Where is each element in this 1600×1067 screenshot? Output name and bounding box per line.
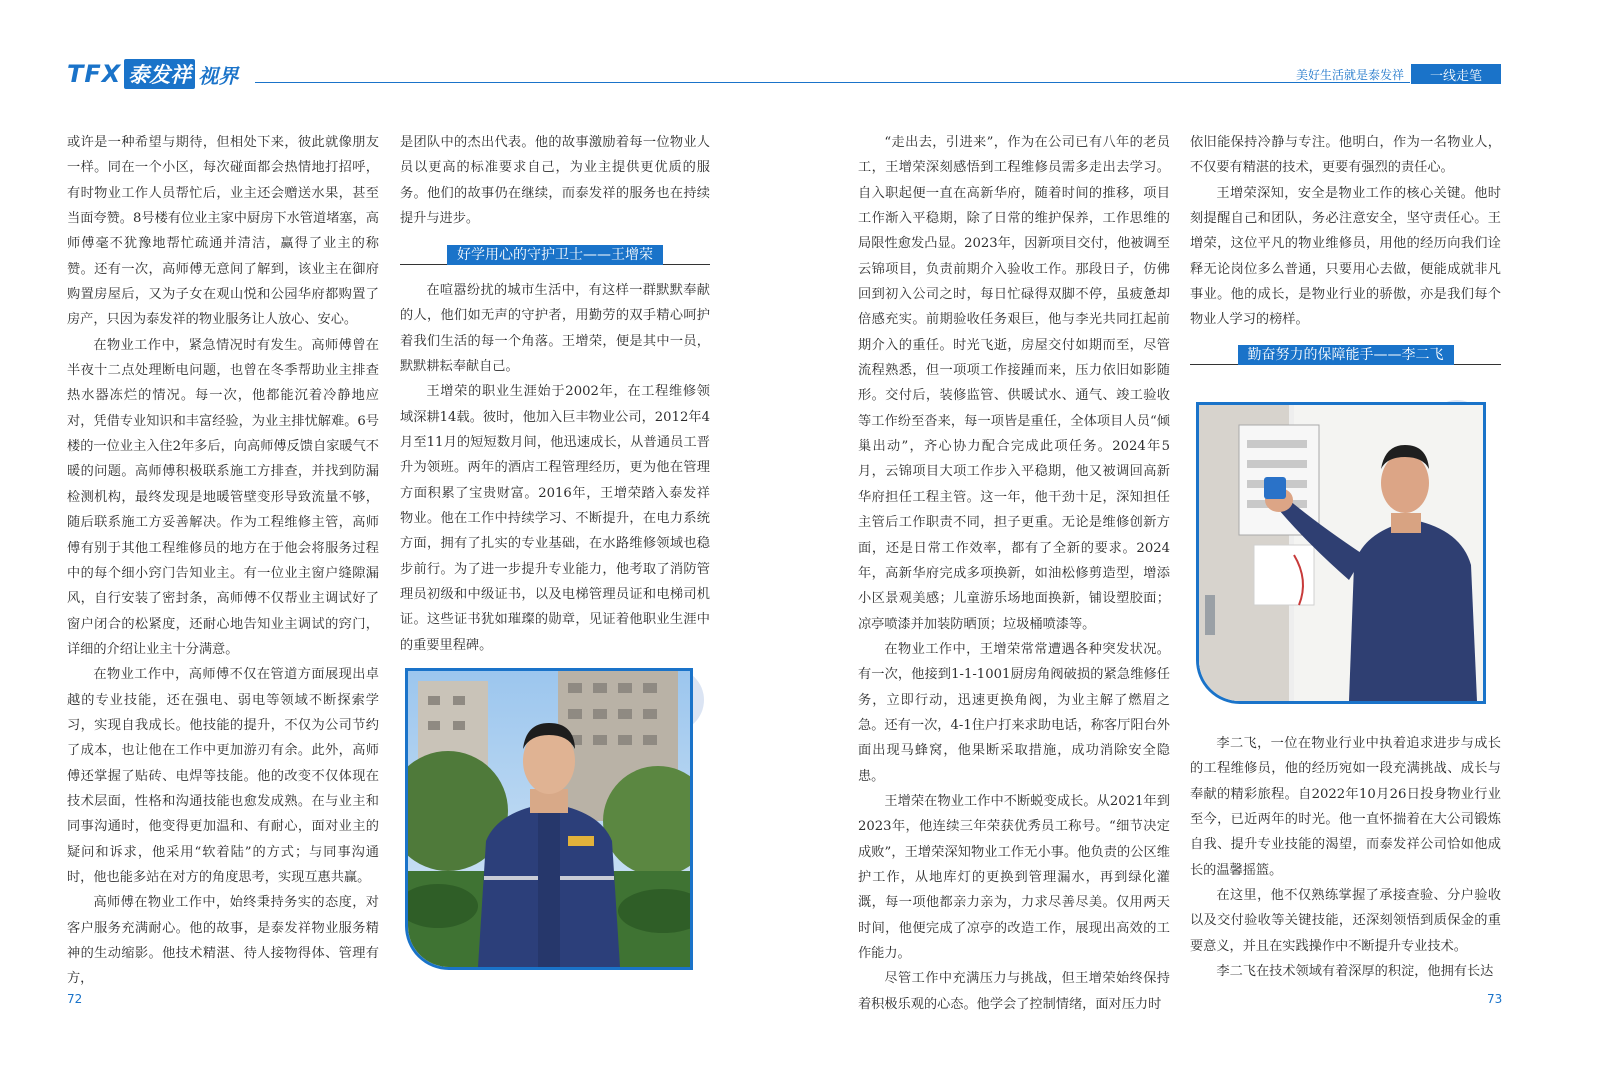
paragraph: 在这里，他不仅熟练掌握了承接查验、分户验收以及交付验收等关键技能，还深刻领悟到质保金的重要意义，并且在实践操作中不断提升专业技术。 bbox=[1190, 888, 1501, 954]
section-label: 一线走笔 bbox=[1411, 64, 1501, 84]
logo-chinese: 泰发祥 bbox=[124, 59, 195, 89]
paragraph: 尽管工作中充满压力与挑战，但王增荣始终保持着积极乐观的心态。他学会了控制情绪，面对压力时 bbox=[858, 971, 1170, 1012]
paragraph: 在物业工作中，王增荣常常遭遇各种突发状况。有一次，他接到1-1-1001厨房角阀破损的紧急维修任务，立即行动，迅速更换角阀，为业主解了燃眉之急。还有一次，4-1住户打来求助电话，称客厅阳台外面出现马蜂窝，他果断采取措施，成功消除安全隐患。 bbox=[858, 641, 1170, 784]
paragraph: 王增荣深知，安全是物业工作的核心关键。他时刻提醒自己和团队，务必注意安全，坚守责任心。王增荣，这位平凡的物业维修员，用他的经历向我们诠释无论岗位多么普通，只要用心去做，便能成就非凡事业。他的成长，是物业行业的骄傲，亦是我们每个物业人学习的榜样。 bbox=[1190, 185, 1501, 328]
logo-latin: TFX bbox=[67, 60, 122, 88]
right-page-column-2-top bbox=[1190, 130, 1501, 333]
paragraph: 是团队中的杰出代表。他的故事激励着每一位物业人员以更高的标准要求自己，为业主提供更优质的服务。他们的故事仍在继续，而泰发祥的服务也在持续提升与进步。 bbox=[400, 135, 710, 227]
paragraph: 在物业工作中，高师傅不仅在管道方面展现出卓越的专业技能，还在强电、弱电等领域不断探索学习，实现自我成长。他技能的提升，不仅为公司节约了成本，也让他在工作中更加游刃有余。此外，高师傅还掌握了贴砖、电焊等技能。他的改变不仅体现在技术层面，性格和沟通技能也愈发成熟。在与业主和同事沟通时，他变得更加温和、有耐心，面对业主的疑问和诉求，他采用“软着陆”的方式；与同事沟通时，他也能多站在对方的角度思考，实现互惠共赢。 bbox=[67, 667, 379, 885]
photo-frame bbox=[405, 668, 693, 970]
right-page-column-2-body bbox=[1190, 731, 1501, 984]
paragraph: 高师傅在物业工作中，始终秉持务实的态度，对客户服务充满耐心。他的故事，是泰发祥物业服务精神的生动缩影。他技术精湛、待人接物得体、管理有方， bbox=[67, 895, 379, 987]
section-title-text: 好学用心的守护卫士——王增荣 bbox=[447, 245, 663, 265]
paragraph: 王增荣在物业工作中不断蜕变成长。从2021年到2023年，他连续三年荣获优秀员工称号。“细节决定成败”，王增荣深知物业工作无小事。他负责的公区维护工作，从地库灯的更换到管理漏水，再到绿化灌溉，每一项他都亲力亲为，力求尽善尽美。仅用两天时间，他便完成了凉亭的改造工作，展现出高效的工作能力。 bbox=[858, 793, 1170, 961]
page-number-left: 72 bbox=[67, 992, 83, 1006]
logo-suffix: 视界 bbox=[198, 63, 239, 88]
left-page-column-2-body bbox=[400, 278, 710, 658]
right-page-column-1 bbox=[858, 130, 1170, 1012]
magazine-logo bbox=[67, 59, 238, 89]
paragraph: 王增荣的职业生涯始于2002年，在工程维修领域深耕14载。彼时，他加入巨丰物业公司，2012年4月至11月的短短数月间，他迅速成长，从普通员工晋升为领班。两年的酒店工程管理经历，更为他在管理方面积累了宝贵财富。2016年，王增荣踏入泰发祥物业。他在工作中持续学习、不断提升，在电力系统方面，拥有了扎实的专业基础，在水路维修领域也稳步前行。为了进一步提升专业能力，他考取了消防管理员初级和中级证书，以及电梯管理员证和电梯司机证。这些证书犹如璀璨的勋章，见证着他职业生涯中的重要里程碑。 bbox=[400, 384, 710, 653]
photo-wang-zengrong bbox=[400, 665, 710, 975]
portrait-illustration bbox=[408, 671, 690, 967]
section-title-text: 勤奋努力的保障能手——李二飞 bbox=[1238, 345, 1454, 365]
paragraph: “走出去，引进来”，作为在公司已有八年的老员工，王增荣深刻感悟到工程维修员需多走出去学习。自入职起便一直在高新华府，随着时间的推移，项目工作渐入平稳期，除了日常的维护保养，工作思维的局限性愈发凸显。2023年，因新项目交付，他被调至云锦项目，负责前期介入验收工作。那段日子，仿佛回到初入公司之时，每日忙碌得双脚不停，虽疲惫却倍感充实。前期验收任务艰巨，他与李光共同扛起前期介入的重任。时光飞逝，房屋交付如期而至，尽管流程熟悉，但一项项工作接踵而来，压力依旧如影随形。交付后，装修监管、供暖试水、通气、竣工验收等工作纷至沓来，每一项皆是重任，全体项目人员“倾巢出动”，齐心协力配合完成此项任务。2024年5月，云锦项目大项工作步入平稳期，他又被调回高新华府担任工程主管。这一年，他干劲十足，深知担任主管后工作职责不同，担子更重。无论是维修创新方面，还是日常工作效率，都有了全新的要求。2024年，高新华府完成多项换新，如油松修剪造型，增添小区景观美感；儿童游乐场地面换新，铺设塑胶面；凉亭喷漆并加装防晒顶；垃圾桶喷漆等。 bbox=[858, 135, 1170, 632]
paragraph: 李二飞在技术领域有着深厚的积淀，他拥有长达 bbox=[1216, 964, 1494, 980]
section-title-wang bbox=[400, 245, 710, 265]
paragraph: 依旧能保持冷静与专注。他明白，作为一名物业人，不仅要有精湛的技术，更要有强烈的责任心。 bbox=[1190, 135, 1501, 176]
photo-li-erfei bbox=[1190, 398, 1501, 710]
left-page-column-2-top bbox=[400, 130, 710, 231]
paragraph: 在物业工作中，紧急情况时有发生。高师傅曾在半夜十二点处理断电问题，也曾在冬季帮助业主排查热水器冻烂的情况。每一次，他都能沉着冷静地应对，凭借专业知识和丰富经验，为业主排忧解难。6号楼的一位业主入住2年多后，向高师傅反馈自家暖气不暖的问题。高师傅积极联系施工方排查，并找到防漏检测机构，最终发现是地暖管壁变形导致流量不够，随后联系施工方妥善解决。作为工程维修主管，高师傅有别于其他工程维修员的地方在于他会将服务过程中的每个细小窍门告知业主。有一位业主窗户缝隙漏风，自行安装了密封条，高师傅不仅帮业主调试好了窗户闭合的松紧度，还耐心地告知业主调试的窍门，详细的介绍让业主十分满意。 bbox=[67, 337, 379, 657]
left-page-column-1 bbox=[67, 130, 379, 985]
header-rule bbox=[255, 82, 1410, 83]
header-slogan: 美好生活就是泰发祥 bbox=[1296, 68, 1405, 82]
section-title-li bbox=[1190, 345, 1501, 365]
photo-frame bbox=[1196, 402, 1486, 704]
paragraph: 或许是一种希望与期待，但相处下来，彼此就像朋友一样。同在一个小区，每次碰面都会热情地打招呼，有时物业工作人员帮忙后，业主还会赠送水果，甚至当面夸赞。8号楼有位业主家中厨房下水管道堵塞，高师傅毫不犹豫地帮忙疏通并清洁，赢得了业主的称赞。还有一次，高师傅无意间了解到，该业主在御府购置房屋后，又为子女在观山悦和公园华府都购置了房产，只因为泰发祥的物业服务让人放心、安心。 bbox=[67, 135, 379, 328]
paragraph: 李二飞，一位在物业行业中执着追求进步与成长的工程维修员，他的经历宛如一段充满挑战、成长与奉献的精彩旅程。自2022年10月26日投身物业行业至今，已近两年的时光。他一直怀揣着在大公司锻炼自我、提升专业技能的渴望，而泰发祥公司恰如他成长的温馨摇篮。 bbox=[1190, 736, 1501, 878]
portrait-illustration bbox=[1199, 405, 1483, 701]
page-number-right: 73 bbox=[1487, 992, 1503, 1006]
paragraph: 在喧嚣纷扰的城市生活中，有这样一群默默奉献的人，他们如无声的守护者，用勤劳的双手精心呵护着我们生活的每一个角落。王增荣，便是其中一员，默默耕耘奉献自己。 bbox=[400, 283, 710, 375]
